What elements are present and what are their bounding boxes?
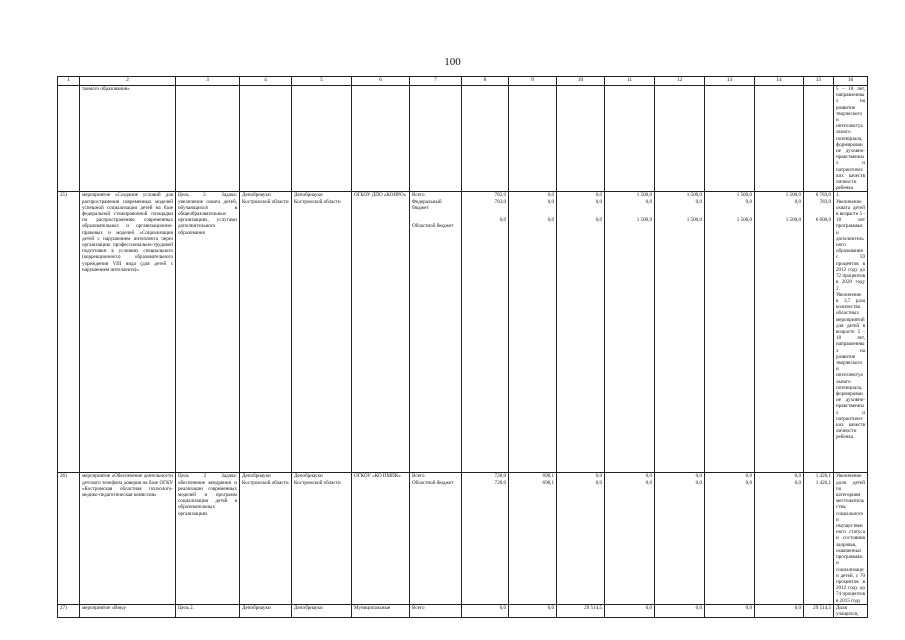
- cell-value-col11: 0,0: [605, 604, 655, 617]
- value: 1 500,0: [785, 192, 801, 199]
- cell-activity: мероприятие «Создание условий для распространения современных моделей успешной социализации детей на базе федеральной стажировочной площадки по распространению современных образовательных и организационно-правовых и моделей «Социализация детей с нарушением интеллекта через организацию профессионально-трудовой подготовки в условиях специального (коррекционного) образовательного учреждения VIII вида (для детей с нарушением интеллекта)»: [80, 192, 176, 473]
- cell-value: [705, 86, 755, 192]
- value: 0,0: [547, 216, 554, 223]
- value: 0,0: [595, 473, 602, 480]
- value: 0,0: [645, 479, 652, 486]
- cell-value-col9: [509, 192, 557, 473]
- cell-value-col14: 0,0: [755, 604, 804, 617]
- cell-activity: мероприятие «Обеспечение деятельности детского телефона доверия на базе ОГКУ «Костромская областная психолого-медико-педагогическая комиссия»: [80, 473, 176, 604]
- value: 6 783,0: [815, 192, 831, 199]
- value: 0,0: [595, 216, 602, 223]
- value: 1 500,0: [686, 216, 702, 223]
- table-row-26: [58, 473, 868, 604]
- cell-executor: Депобрнауки Костромской области: [292, 473, 352, 604]
- cell-value: [462, 86, 509, 192]
- cell-value-col15: [804, 473, 834, 604]
- table-row-continuation: [58, 86, 868, 192]
- header-cell: 1: [58, 77, 80, 86]
- value: 0,0: [695, 473, 702, 480]
- cell-value-col8: 0,0: [462, 604, 509, 617]
- source-label: Областной бюджет: [412, 479, 454, 486]
- header-cell: 9: [509, 77, 557, 86]
- cell-num: 26): [58, 473, 80, 604]
- cell-participant: ОГБОУ ДПО «КОИРО»: [352, 192, 410, 473]
- value: 1 500,0: [636, 192, 652, 199]
- cell-value-col13: 0,0: [705, 604, 755, 617]
- cell-value: [804, 86, 834, 192]
- value: 0,0: [645, 198, 652, 205]
- cell-executor: Депобрнауки Костромской области: [292, 192, 352, 473]
- header-cell: 6: [352, 77, 410, 86]
- cell-value-col10: [557, 192, 605, 473]
- cell-value-col14: [755, 192, 804, 473]
- value: 0,0: [745, 473, 752, 480]
- cell-value-col10: 29 514,5: [557, 604, 605, 617]
- cell-value-col15: 29 514,5: [804, 604, 834, 617]
- cell-source: [410, 473, 462, 604]
- cell-num: 27): [58, 604, 80, 617]
- cell-activity: мероприятие «Внед-: [80, 604, 176, 617]
- header-cell: 4: [240, 77, 292, 86]
- header-row: [58, 77, 868, 86]
- cell-value-col11: [605, 192, 655, 473]
- cell-value-col9: 0,0: [509, 604, 557, 617]
- header-cell: 12: [655, 77, 705, 86]
- value: 1 426,1: [815, 479, 831, 486]
- cell-num: [58, 86, 80, 192]
- cell-value-col11: [605, 473, 655, 604]
- cell-value-col8: [462, 192, 509, 473]
- cell-num: 25): [58, 192, 80, 473]
- cell-value-col12: [655, 473, 705, 604]
- cell-source: [410, 86, 462, 192]
- cell-value-col12: [655, 192, 705, 473]
- header-cell: 3: [176, 77, 240, 86]
- cell-participant: Муниципальные: [352, 604, 410, 617]
- cell-value: [655, 86, 705, 192]
- table-row-27: [58, 604, 868, 617]
- cell-executor: [292, 86, 352, 192]
- header-cell: 14: [755, 77, 804, 86]
- cell-value: [605, 86, 655, 192]
- cell-executor: Депобрнауки: [292, 604, 352, 617]
- header-cell: 2: [80, 77, 176, 86]
- cell-result: Увеличение доли детей по категориям местожительства, социального и имущественного статуса и состояния здоровья, охваченных программами социализации детей, с 70 процентов в 2012 году до 74 процентов в 2015 году: [834, 473, 868, 604]
- header-cell: 8: [462, 77, 509, 86]
- cell-participant: [352, 86, 410, 192]
- cell-activity: таемого образования»: [80, 86, 176, 192]
- cell-value: [755, 86, 804, 192]
- value: 0,0: [794, 479, 801, 486]
- value: 698,1: [542, 473, 554, 480]
- source-label: Федеральный бюджет: [412, 198, 442, 211]
- page-number: 100: [444, 56, 461, 68]
- cell-coordinator: Депобрнауки: [240, 604, 292, 617]
- value: 0,0: [745, 479, 752, 486]
- value: 728,0: [494, 473, 506, 480]
- cell-coordinator: Депобрнауки Костромской области: [240, 473, 292, 604]
- cell-value: [557, 86, 605, 192]
- cell-value-col13: [705, 473, 755, 604]
- value: 1 500,0: [785, 216, 801, 223]
- cell-source: Всего: [410, 604, 462, 617]
- value: 0,0: [794, 473, 801, 480]
- value: 0,0: [595, 198, 602, 205]
- cell-goal: Цель 2 Задача: обеспечение внедрения и реализации современных моделей и программ социализации детей в образовательных организациях: [176, 473, 240, 604]
- header-cell: 7: [410, 77, 462, 86]
- value: 783,0: [494, 192, 506, 199]
- cell-goal: Цель 2. Задача: увеличение охвата детей, обучающихся в общеобразовательных организациях, услугами дополнительного образования: [176, 192, 240, 473]
- cell-value-col10: [557, 473, 605, 604]
- cell-value-col9: [509, 473, 557, 604]
- header-cell: 15: [804, 77, 834, 86]
- cell-participant: ОГКОУ «КО ПМПК»: [352, 473, 410, 604]
- cell-source: [410, 192, 462, 473]
- value: 0,0: [499, 216, 506, 223]
- value: 0,0: [595, 192, 602, 199]
- cell-value-col14: [755, 473, 804, 604]
- value: 1 500,0: [686, 192, 702, 199]
- cell-result: 1. Увеличение охвата детей в возрасте 5 - 18 лет программами дополнительного образования с 59 процентов в 2012 году до 72 процентов в 2020 году 2. Увеличение в 3,7 раза количества областных мероприятий для детей в возрасте 5 - 18 лет, направленных на развитие творческого и интеллектуального потенциала, формирование духовно-нравственных и патриотических качеств личности ребенка: [834, 192, 868, 473]
- cell-coordinator: Депобрнауки Костромской области: [240, 192, 292, 473]
- value: 783,0: [819, 198, 831, 205]
- cell-goal: [176, 86, 240, 192]
- value: 0,0: [745, 198, 752, 205]
- value: 698,1: [542, 479, 554, 486]
- cell-result: 5 – 18 лет, направленных на развитие творческого и интеллектуального потенциала, формирование духовно-нравственных и патриотических качеств личности ребенка: [834, 86, 868, 192]
- value: 728,0: [494, 479, 506, 486]
- cell-value: [509, 86, 557, 192]
- value: 0,0: [547, 192, 554, 199]
- value: 0,0: [547, 198, 554, 205]
- cell-value-col8: [462, 473, 509, 604]
- header-cell: 10: [557, 77, 605, 86]
- header-cell: 16: [834, 77, 868, 86]
- cell-value-col12: 0,0: [655, 604, 705, 617]
- value: 1 500,0: [736, 192, 752, 199]
- header-cell: 5: [292, 77, 352, 86]
- header-cell: 11: [605, 77, 655, 86]
- source-label: Всего: [412, 192, 425, 199]
- cell-value-col13: [705, 192, 755, 473]
- cell-coordinator: [240, 86, 292, 192]
- value: 0,0: [695, 198, 702, 205]
- value: 0,0: [794, 198, 801, 205]
- value: 6 000,0: [815, 216, 831, 223]
- value: 1 426,1: [815, 473, 831, 480]
- value: 783,0: [494, 198, 506, 205]
- value: 0,0: [695, 479, 702, 486]
- source-label: Всего: [412, 473, 425, 480]
- table-row-25: [58, 192, 868, 473]
- cell-value-col15: [804, 192, 834, 473]
- value: 0,0: [595, 479, 602, 486]
- cell-goal: Цель 2.: [176, 604, 240, 617]
- value: 0,0: [645, 473, 652, 480]
- source-label: Областной бюджет: [412, 223, 454, 230]
- header-cell: 13: [705, 77, 755, 86]
- cell-result: Доля учащихся,: [834, 604, 868, 617]
- value: 1 500,0: [636, 216, 652, 223]
- program-table: [57, 76, 868, 618]
- value: 1 500,0: [736, 216, 752, 223]
